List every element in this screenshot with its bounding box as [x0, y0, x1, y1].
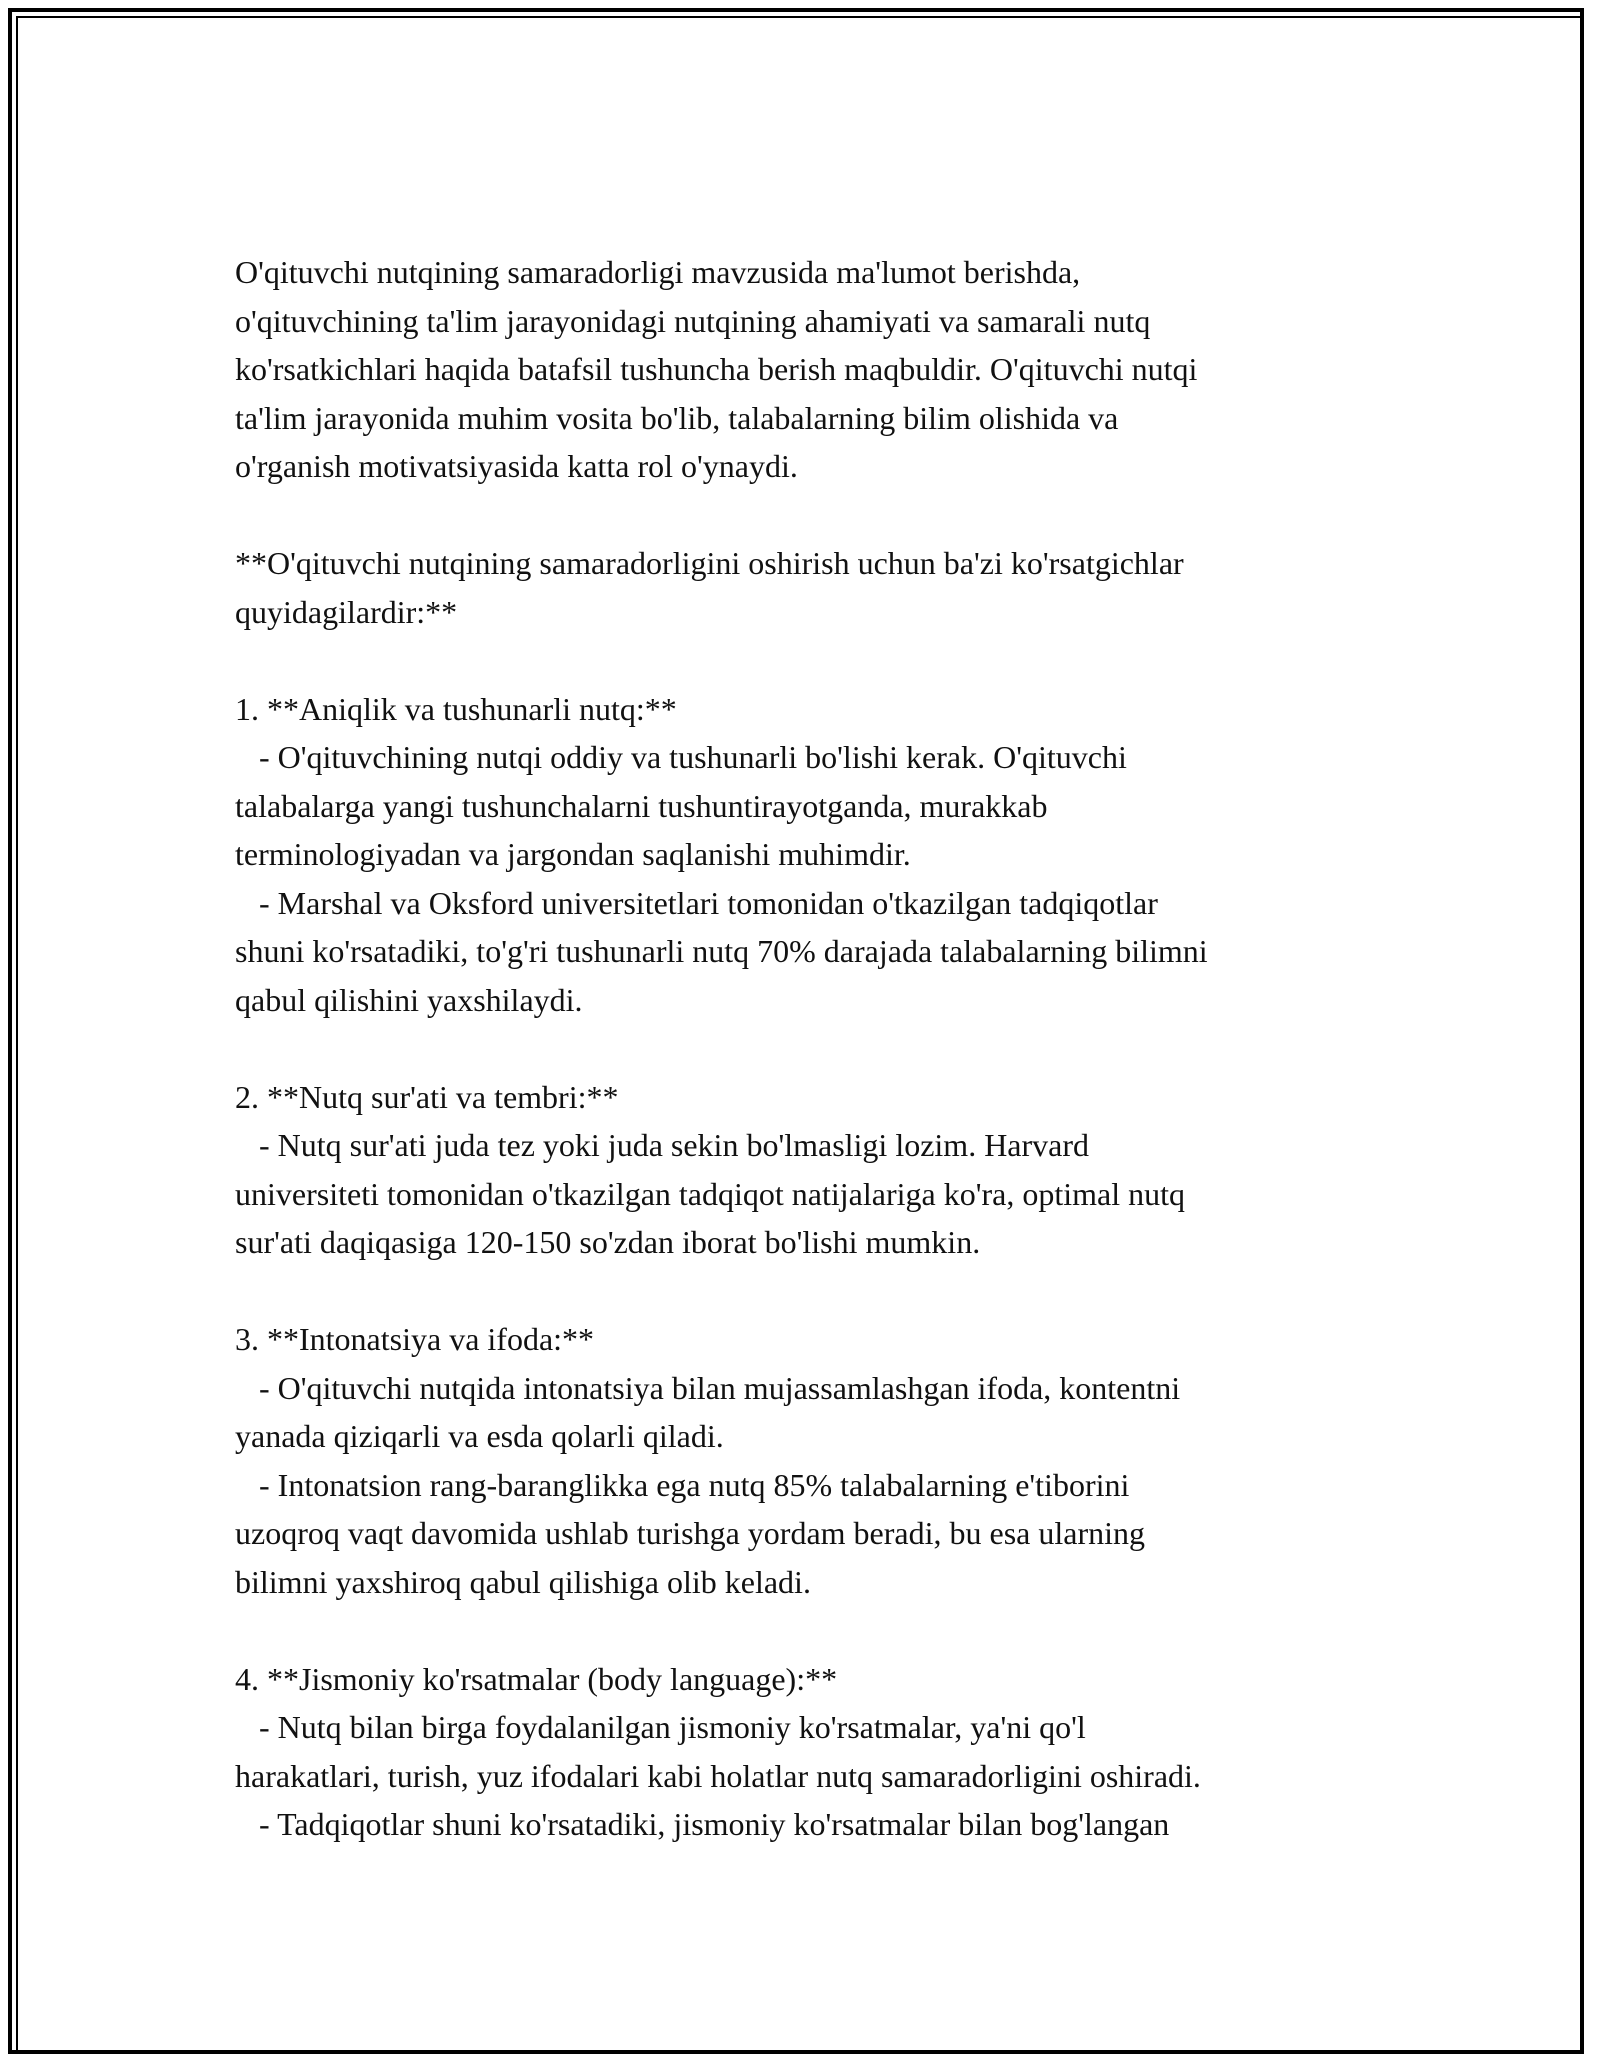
- text-line: O'qituvchi nutqining samaradorligi mavzusida ma'lumot berishda,: [235, 254, 1081, 290]
- text-line: - Tadqiqotlar shuni ko'rsatadiki, jismoniy ko'rsatmalar bilan bog'langan: [235, 1806, 1170, 1842]
- text-line: sur'ati daqiqasiga 120-150 so'zdan iborat bo'lishi mumkin.: [235, 1224, 981, 1260]
- text-line: terminologiyadan va jargondan saqlanishi muhimdir.: [235, 836, 911, 872]
- document-body: [235, 248, 1375, 1849]
- text-line: universiteti tomonidan o'tkazilgan tadqiqot natijalariga ko'ra, optimal nutq: [235, 1175, 1185, 1212]
- text-line: shuni ko'rsatadiki, to'g'ri tushunarli nutq 70% darajada talabalarning bilimni: [235, 933, 1208, 969]
- text-line: - Marshal va Oksford universitetlari tomonidan o'tkazilgan tadqiqotlar: [235, 884, 1158, 921]
- text-line: quyidagilardir:**: [235, 593, 458, 630]
- blank-line: [235, 1024, 1375, 1073]
- text-line: ta'lim jarayonida muhim vosita bo'lib, talabalarning bilim olishida va: [235, 399, 1119, 436]
- section-heading: 2. **Nutq sur'ati va tembri:**: [235, 1078, 619, 1115]
- section-heading: 4. **Jismoniy ko'rsatmalar (body language):**: [235, 1660, 838, 1697]
- blank-line: [235, 491, 1375, 540]
- text-line: yanada qiziqarli va esda qolarli qiladi.: [235, 1418, 724, 1454]
- text-line: - Intonatsion rang-baranglikka ega nutq 85% talabalarning e'tiborini: [235, 1466, 1130, 1503]
- text-line: - O'qituvchi nutqida intonatsiya bilan mujassamlashgan ifoda, kontentni: [235, 1369, 1181, 1406]
- text-line: bilimni yaxshiroq qabul qilishiga olib keladi.: [235, 1563, 811, 1600]
- text-line: - Nutq sur'ati juda tez yoki juda sekin bo'lmasligi lozim. Harvard: [235, 1127, 1090, 1163]
- text-line: **O'qituvchi nutqining samaradorligini oshirish uchun ba'zi ko'rsatgichlar: [235, 545, 1184, 581]
- text-line: qabul qilishini yaxshilaydi.: [235, 981, 583, 1018]
- text-line: - O'qituvchining nutqi oddiy va tushunarli bo'lishi kerak. O'qituvchi: [235, 739, 1127, 775]
- section-heading: 3. **Intonatsiya va ifoda:**: [235, 1321, 595, 1357]
- text-line: uzoqroq vaqt davomida ushlab turishga yordam beradi, bu esa ularning: [235, 1515, 1145, 1551]
- text-line: ko'rsatkichlari haqida batafsil tushuncha berish maqbuldir. O'qituvchi nutqi: [235, 351, 1198, 387]
- blank-line: [235, 1606, 1375, 1655]
- text-line: talabalarga yangi tushunchalarni tushuntirayotganda, murakkab: [235, 787, 1048, 824]
- text-line: o'qituvchining ta'lim jarayonidagi nutqining ahamiyati va samarali nutq: [235, 302, 1151, 339]
- text-line: - Nutq bilan birga foydalanilgan jismoniy ko'rsatmalar, ya'ni qo'l: [235, 1709, 1086, 1745]
- text-line: o'rganish motivatsiyasida katta rol o'ynaydi.: [235, 448, 798, 484]
- blank-line: [235, 1267, 1375, 1316]
- blank-line: [235, 636, 1375, 685]
- section-heading: 1. **Aniqlik va tushunarli nutq:**: [235, 690, 677, 727]
- text-line: harakatlari, turish, yuz ifodalari kabi holatlar nutq samaradorligini oshiradi.: [235, 1757, 1201, 1794]
